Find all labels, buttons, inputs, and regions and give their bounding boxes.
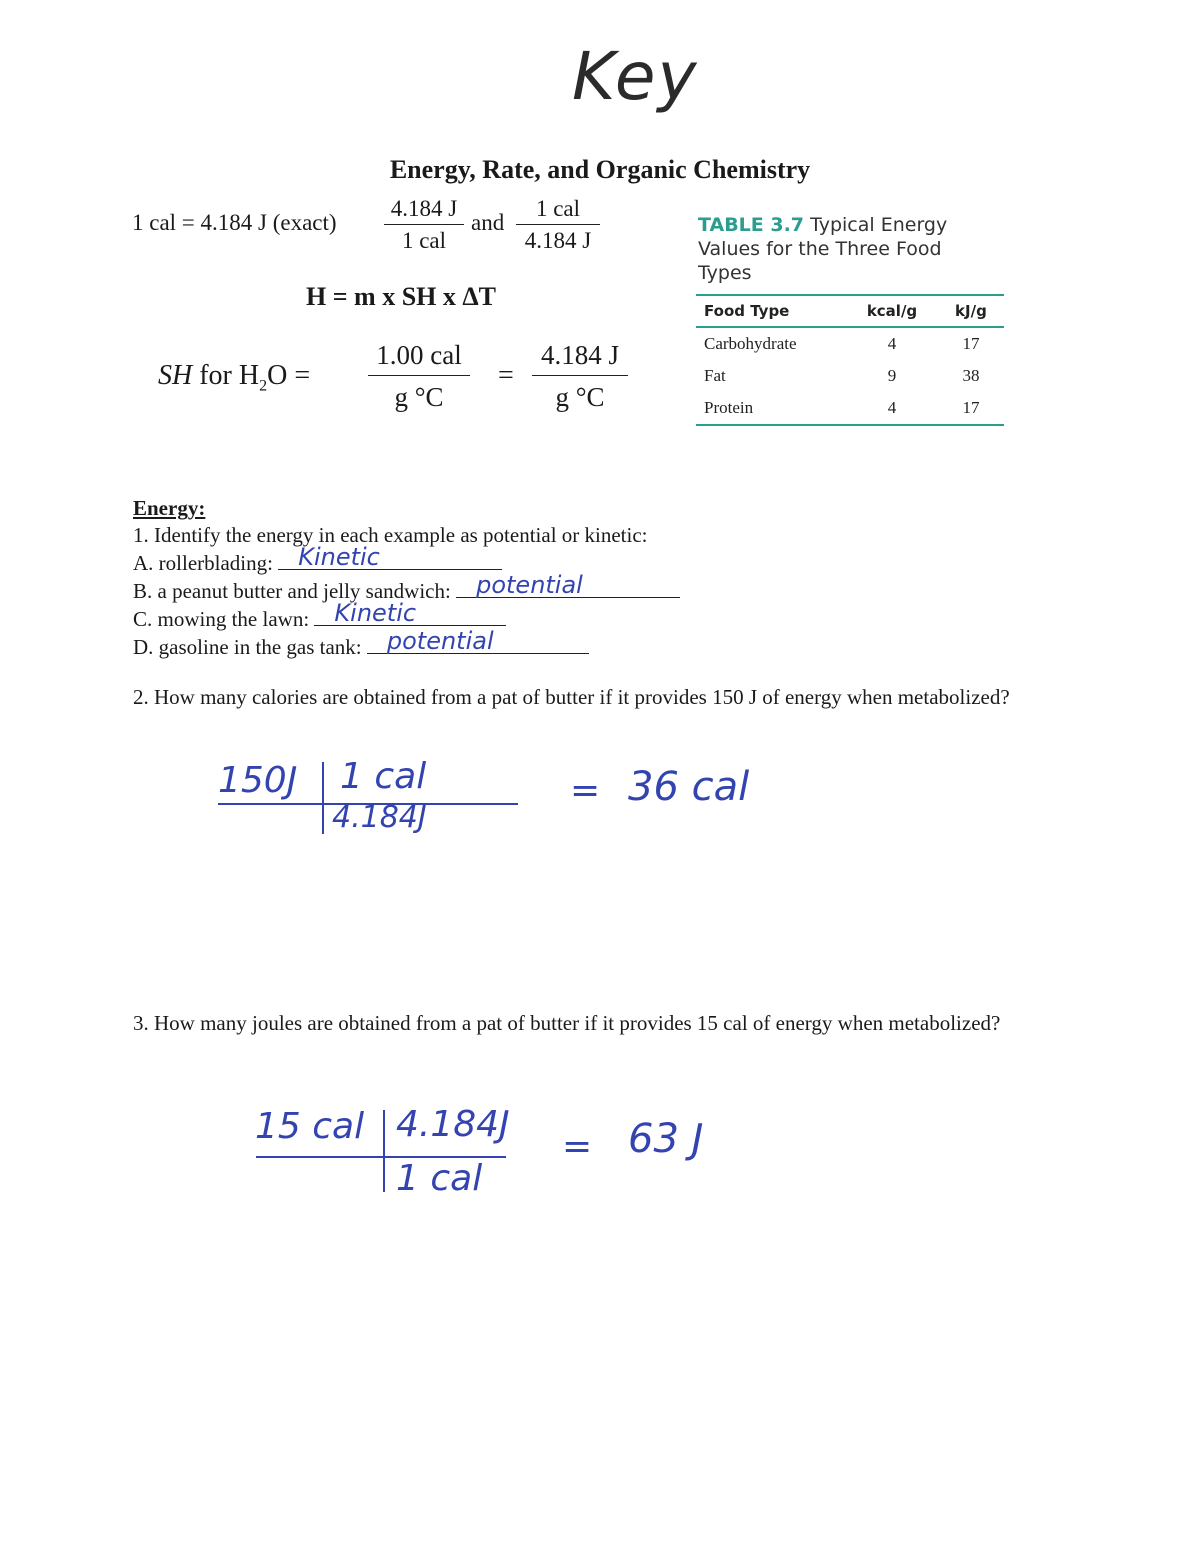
answer-blank <box>456 571 680 599</box>
and-word: and <box>471 210 505 235</box>
q3-work-divider-vertical <box>383 1110 385 1192</box>
item-label: D. gasoline in the gas tank: <box>133 635 362 659</box>
item-label: C. mowing the lawn: <box>133 607 310 631</box>
fraction-numerator: 4.184 J <box>532 340 628 376</box>
question-3-prompt: 3. How many joules are obtained from a pat of butter if it provides 15 cal of energy when metabolized? <box>133 1011 1001 1035</box>
table-row <box>696 360 1004 392</box>
table-cell: Fat <box>704 366 726 385</box>
q3-work-equals: = <box>562 1126 593 1167</box>
q3-work-numerator: 4.184J <box>396 1104 510 1145</box>
sh-symbol: SH <box>158 360 193 391</box>
sh-for-text: for H <box>199 360 260 391</box>
answer-blank <box>278 543 502 571</box>
handwritten-answer: Kinetic <box>334 599 417 627</box>
page-title: Energy, Rate, and Organic Chemistry <box>389 155 811 184</box>
answer-blank <box>367 627 589 655</box>
table-header-row <box>696 295 1004 327</box>
table-cell: 38 <box>962 366 980 385</box>
table-caption <box>698 213 998 285</box>
q2-work-given: 150J <box>218 760 298 801</box>
handwritten-answer: Kinetic <box>298 543 380 571</box>
handwritten-answer: potential <box>476 571 583 599</box>
table-cell: 9 <box>887 366 897 385</box>
table-cell: 4 <box>846 392 938 425</box>
table-row <box>696 327 1004 360</box>
q3-work-denominator: 1 cal <box>396 1158 483 1199</box>
answer-blank <box>314 599 506 627</box>
specific-heat-label <box>158 360 310 396</box>
table-cell: Carbohydrate <box>704 334 797 353</box>
equals-sign: = <box>498 360 514 391</box>
fraction-denominator: 1 cal <box>401 228 447 253</box>
specific-heat-fraction-joule <box>532 340 628 413</box>
specific-heat-fraction-cal <box>368 340 470 413</box>
table-tag: TABLE 3.7 <box>698 214 805 236</box>
q3-work-result: 63 J <box>628 1116 704 1162</box>
item-label: A. rollerblading: <box>133 551 273 575</box>
table-cell: 4 <box>887 334 897 353</box>
question-2-prompt: 2. How many calories are obtained from a pat of butter if it provides 150 J of energy when metabolized? <box>133 685 1010 709</box>
question-1-item-d <box>133 627 1033 661</box>
q2-work-divider-vertical <box>322 762 324 834</box>
column-header: Food Type <box>696 295 846 327</box>
fraction-denominator: g °C <box>394 382 444 412</box>
table-caption-text: Typical Energy Values for the Three Food Types <box>698 214 948 284</box>
handwritten-answer: potential <box>386 627 494 655</box>
q2-work-equals: = <box>570 770 601 811</box>
table-cell: Protein <box>696 392 846 425</box>
table-cell: 17 <box>938 392 1004 425</box>
q2-work-numerator: 1 cal <box>340 756 427 797</box>
item-label: B. a peanut butter and jelly sandwich: <box>133 579 451 603</box>
key-handwritten-mark: Key <box>572 38 699 115</box>
fraction-denominator: 4.184 J <box>524 228 592 253</box>
table-cell: 17 <box>962 334 980 353</box>
q3-work-given: 15 cal <box>255 1106 365 1147</box>
conversion-equality: 1 cal = 4.184 J (exact) <box>132 210 337 235</box>
column-header: kJ/g <box>938 295 1004 327</box>
fraction-numerator: 1 cal <box>516 196 600 225</box>
food-energy-table <box>696 294 1004 426</box>
question-1-item-b <box>133 571 1033 605</box>
question-1-item-c <box>133 599 1033 633</box>
sh-o-equals: O = <box>267 360 311 391</box>
energy-section-heading: Energy: <box>133 496 206 520</box>
table-row <box>696 392 1004 425</box>
question-1-item-a <box>133 543 1033 577</box>
fraction-numerator: 1.00 cal <box>368 340 470 376</box>
conversion-fraction-2 <box>516 196 600 254</box>
fraction-numerator: 4.184 J <box>384 196 464 225</box>
subscript-2: 2 <box>259 377 268 395</box>
conversion-fraction-1 <box>384 196 464 254</box>
question-1-prompt: 1. Identify the energy in each example as potential or kinetic: <box>133 523 648 547</box>
column-header: kcal/g <box>846 295 938 327</box>
q2-work-result: 36 cal <box>628 764 750 810</box>
question-1 <box>133 522 1033 661</box>
q2-work-denominator: 4.184J <box>332 800 427 835</box>
heat-equation: H = m x SH x ΔT <box>306 282 497 311</box>
fraction-denominator: g °C <box>555 382 605 412</box>
